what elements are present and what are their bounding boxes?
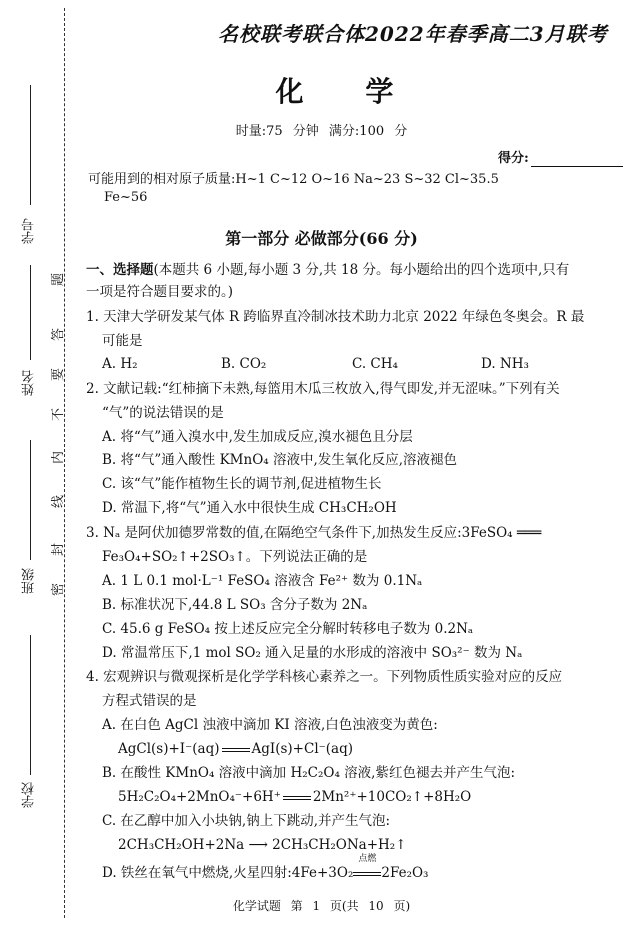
name-label: 姓名 (22, 370, 37, 396)
section1-heading (86, 262, 569, 278)
section1-title: 一、选择题 (86, 262, 154, 278)
q1-option-a: A. H₂ (102, 356, 138, 372)
student-id-label: 学号 (22, 218, 37, 244)
equation-left: AgCl(s)+I⁻(aq) (118, 741, 220, 757)
seal-char: 内 (51, 450, 67, 465)
section1-desc1: (本题共 6 小题,每小题 3 分,共 18 分。每小题给出的四个选项中,只有 (153, 262, 570, 278)
seal-char: 要 (51, 367, 67, 382)
q4-option-a-equation (118, 741, 353, 757)
seal-char: 答 (51, 327, 67, 342)
q3-stem1: 3. Nₐ 是阿伏加德罗常数的值,在隔绝空气条件下,加热发生反应:3FeSO₄ ═══ (86, 525, 542, 541)
q4-stem1: 4. 宏观辨识与微观探析是化学学科核心素养之一。下列物质性质实验对应的反应 (86, 669, 563, 685)
score-blank[interactable] (531, 151, 623, 167)
q3-option-a: A. 1 L 0.1 mol·L⁻¹ FeSO₄ 溶液含 Fe²⁺ 数为 0.1Nₐ (102, 573, 423, 589)
equals-sign (283, 796, 311, 800)
equation-left: 5H₂C₂O₄+2MnO₄⁻+6H⁺ (118, 789, 281, 805)
equals-sign (222, 748, 250, 752)
ignition-condition (353, 854, 381, 881)
atomic-mass-line1: 可能用到的相对原子质量:H~1 C~12 O~16 Na~23 S~32 Cl~35.5 (88, 172, 499, 187)
q4-option-a: A. 在白色 AgCl 浊液中滴加 KI 溶液,白色浊液变为黄色: (102, 717, 438, 733)
q3-option-c: C. 45.6 g FeSO₄ 按上述反应完全分解时转移电子数为 0.2Nₐ (102, 621, 474, 637)
q2-option-c: C. 该“气”能作植物生长的调节剂,促进植物生长 (102, 476, 382, 492)
q1-stem2: 可能是 (102, 333, 143, 349)
seal-char: 密 (51, 582, 67, 597)
seal-char: 封 (51, 542, 67, 557)
option-d-text: D. 铁丝在氧气中燃烧,火星四射:4Fe+3O₂ (102, 865, 354, 881)
q4-option-c: C. 在乙醇中加入小块钠,钠上下跳动,并产生气泡: (102, 813, 391, 829)
name-underline (30, 265, 31, 360)
q2-stem2: “气”的说法错误的是 (102, 405, 224, 421)
q3-option-b: B. 标准状况下,44.8 L SO₃ 含分子数为 2Nₐ (102, 597, 368, 613)
q1-option-b: B. CO₂ (221, 356, 267, 372)
q4-option-c-equation: 2CH₃CH₂OH+2Na ⟶ 2CH₃CH₂ONa+H₂↑ (118, 837, 407, 853)
seal-char: 题 (51, 272, 67, 287)
equation-right: 2Mn²⁺+10CO₂↑+8H₂O (312, 789, 472, 805)
equation-right: AgI(s)+Cl⁻(aq) (251, 741, 353, 757)
q4-option-d (102, 854, 429, 881)
school-label: 学校 (22, 782, 37, 808)
class-underline (30, 440, 31, 560)
exam-meta: 时量:75 分钟 满分:100 分 (235, 124, 408, 139)
section1-desc2: 一项是符合题目要求的。) (86, 284, 234, 300)
q1-option-c: C. CH₄ (352, 356, 398, 372)
q3-option-d: D. 常温常压下,1 mol SO₂ 通入足量的水形成的溶液中 SO₃²⁻ 数为 Nₐ (102, 645, 523, 661)
subject-title: 化 学 (275, 75, 420, 108)
q3-stem2: Fe₃O₄+SO₂↑+2SO₃↑。下列说法正确的是 (102, 549, 368, 565)
q1-stem1: 1. 天津大学研发某气体 R 跨临界直冷制冰技术助力北京 2022 年绿色冬奥会。R 最 (86, 309, 585, 325)
score-label: 得分: (498, 151, 529, 166)
atomic-mass-line2: Fe~56 (104, 190, 148, 205)
school-underline (30, 635, 31, 775)
class-label: 班级 (22, 568, 37, 594)
q2-option-a: A. 将“气”通入溴水中,发生加成反应,溴水褪色且分层 (102, 429, 413, 445)
condition-label: 点燃 (358, 854, 377, 864)
exam-title: 名校联考联合体2022年春季高二3月联考 (218, 22, 608, 46)
q1-option-d: D. NH₃ (481, 356, 529, 372)
q2-stem1: 2. 文献记载:“红柿摘下未熟,每篮用木瓜三枚放入,得气即发,并无涩味。”下列有关 (86, 381, 560, 397)
score-field (498, 147, 623, 167)
seal-char: 不 (51, 407, 67, 422)
q4-option-b: B. 在酸性 KMnO₄ 溶液中滴加 H₂C₂O₄ 溶液,紫红色褪去并产生气泡: (102, 765, 515, 781)
equals-sign (353, 872, 381, 876)
q2-option-d: D. 常温下,将“气”通入水中很快生成 CH₃CH₂OH (102, 500, 397, 516)
q4-stem2: 方程式错误的是 (102, 693, 197, 709)
seal-char: 线 (51, 494, 67, 509)
q2-option-b: B. 将“气”通入酸性 KMnO₄ 溶液中,发生氧化反应,溶液褪色 (102, 452, 458, 468)
part-title: 第一部分 必做部分(66 分) (225, 229, 418, 248)
q4-option-b-equation (118, 789, 471, 805)
page-footer: 化学试题 第 1 页(共 10 页) (232, 899, 411, 913)
option-d-right: 2Fe₂O₃ (381, 865, 429, 881)
